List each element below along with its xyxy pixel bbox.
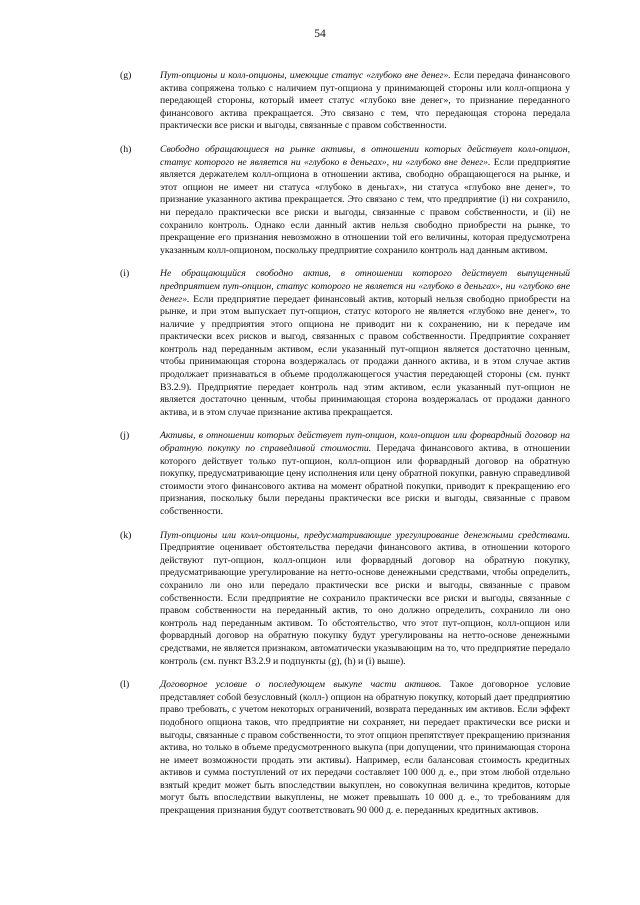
item-label: (g) bbox=[120, 70, 132, 81]
list-item bbox=[0, 679, 640, 818]
item-body bbox=[160, 679, 570, 818]
item-text: Если предприятие является держателем колл-опциона в отношении актива, свободно обращающегося на рынке, и этот опцион не имеет ни статуса «глубоко в деньгах», ни статуса «глубоко вне денег», то признание указанного актива прекращается. Это связано с тем, что предприятие (i) ни сохранило, ни передало практически все риски и выгоды, связанные с правом собственности, и (ii) не сохранило контроль. Однако если данный актив нельзя свободно приобрести на рынке, то прекращение его признания невозможно в отношении той его величины, которая предусмотрена указанным колл-опционом, поскольку предприятие сохранило контроль над данным активом. bbox=[160, 156, 570, 256]
item-text: Если предприятие передает финансовый актив, который нельзя свободно приобрести на рынке, и при этом выпускает пут-опцион, статус которого не является «глубоко вне денег», то наличие у предприятия этого опциона не приводит ни к сохранению, ни к передаче им практически всех рисков и выгод, связанных с правом собственности. Предприятие сохраняет контроль над переданным активом, если указанный пут-опцион является достаточно ценным, чтобы принимающая сторона воздержалась от продажи данного актива, и в этом случае актив продолжает признаваться в объеме продолжающегося участия передающей стороны (см. пункт B3.2.9). Предприятие передает контроль над этим активом, если указанный пут-опцион не является достаточно ценным, чтобы принимающая сторона воздержалась от продажи данного актива, и в этом случае признание актива прекращается. bbox=[160, 293, 570, 418]
list-item bbox=[0, 268, 640, 419]
item-body bbox=[160, 430, 570, 518]
item-lead: Пут-опционы и колл-опционы, имеющие статус «глубоко вне денег». bbox=[160, 70, 451, 81]
item-label: (l) bbox=[120, 679, 130, 691]
item-body bbox=[160, 70, 570, 133]
item-lead: Договорное условие о последующем выкупе части активов. bbox=[160, 679, 442, 691]
item-body bbox=[160, 268, 570, 419]
item-body bbox=[160, 144, 570, 257]
page-number: 54 bbox=[314, 28, 326, 40]
list-item bbox=[0, 70, 640, 133]
items-list bbox=[0, 70, 640, 829]
list-item bbox=[0, 530, 640, 669]
item-lead: Пут-опционы или колл-опционы, предусматривающие урегулирование денежными средствами. bbox=[160, 529, 570, 541]
item-text: Предприятие оценивает обстоятельства передачи финансового актива, в отношении которого действуют пут-опцион, колл-опцион или форвардный договор на обратную покупку, предусматривающие урегулирование на нетто-основе денежными средствами, чтобы определить, сохранило ли оно или передало практически все риски и выгоды, связанные с правом собственности. Если предприятие не сохранило практически все риски и выгоды, связанные с правом собственности на переданный актив, то оно должно определить, сохранило ли оно контроль над переданным активом. То обстоятельство, что этот пут-опцион, колл-опцион или форвардный договор на обратную покупку будут урегулированы на нетто-основе денежными средствами, не является признаком, автоматически указывающим на то, что предприятие передало контроль (см. пункт B3.2.9 и подпункты (g), (h) и (i) выше). bbox=[160, 542, 570, 667]
item-lead: Не обращающийся свободно актив, в отношении которого действует выпущенный предприятием пут-опцион, статус которого не является ни «глубоко в деньгах», ни «глубоко вне денег». bbox=[160, 268, 570, 305]
list-item bbox=[0, 144, 640, 257]
item-lead: Активы, в отношении которых действует пут-опцион, колл-опцион или форвардный договор на обратную покупку по справедливой стоимости. bbox=[160, 430, 570, 455]
item-label: (j) bbox=[120, 430, 130, 442]
item-body bbox=[160, 530, 570, 669]
item-text: Такое договорное условие представляет собой безусловный (колл-) опцион на обратную покупку, который дает предприятию право требовать, с учетом некоторых ограничений, возврата переданных им активов. Если эффект подобного опциона таков, что предприятие ни сохраняет, ни передает практически все риски и выгоды, связанные с правом собственности, то этот опцион препятствует прекращению признания актива, но только в объеме предусмотренного выкупа (при допущении, что принимающая сторона не имеет возможности продать эти активы). Например, если балансовая стоимость кредитных активов и сумма поступлений от их передачи составляет 100 000 д. е., при этом любой отдельно взятый кредит может быть впоследствии выкуплен, но совокупная величина кредитов, которые могут быть впоследствии выкуплены, не может превышать 10 000 д. е., то требованиям для прекращения признания будут соответствовать 90 000 д. е. переданных кредитных активов. bbox=[160, 679, 570, 817]
item-label: (i) bbox=[120, 268, 130, 280]
item-label: (k) bbox=[120, 529, 132, 541]
list-item bbox=[0, 430, 640, 518]
item-text: Если передача финансового актива сопряжена только с наличием пут-опциона у принимающей стороны или колл-опциона у передающей стороны, который имеет статус «глубоко вне денег», то признание переданного финансового актива прекращается. Это связано с тем, что передающая сторона передала практически все риски и выгоды, связанные с правом собственности. bbox=[160, 70, 570, 132]
item-text: Передача финансового актива, в отношении которого действует только пут-опцион, колл-опцион или форвардный договор на обратную покупку, предусматривающие цену исполнения или цену обратной покупки, равную справедливой стоимости этого финансового актива на момент обратной покупки, приводит к прекращению его признания, поскольку были переданы практически все риски и выгоды, связанные с правом собственности. bbox=[160, 443, 570, 517]
item-label: (h) bbox=[120, 143, 132, 155]
item-lead: Свободно обращающиеся на рынке активы, в отношении которых действует колл-опцион, статус которого не является ни «глубоко в деньгах», ни «глубоко вне денег». bbox=[160, 143, 570, 168]
